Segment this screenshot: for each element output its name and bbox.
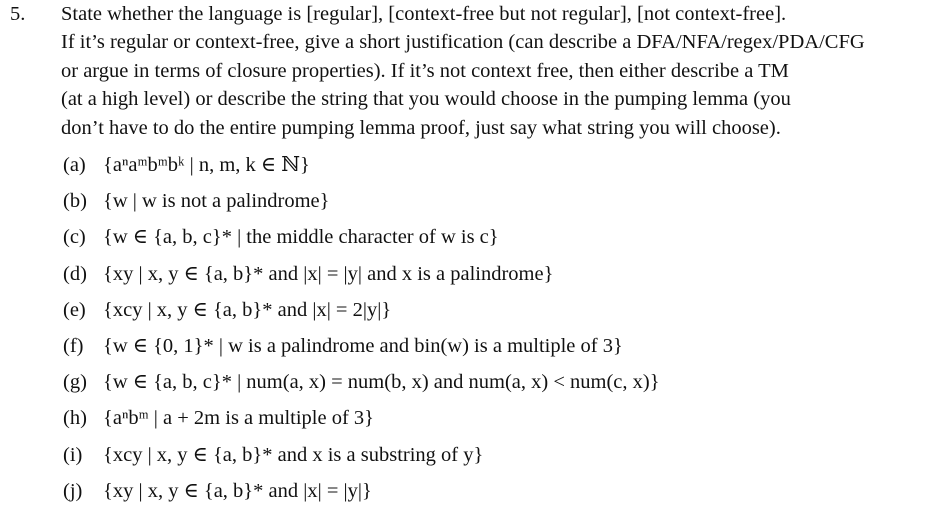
item-label: (a) [63, 154, 86, 176]
problem-number: 5. [10, 3, 26, 25]
item-label: (g) [63, 371, 87, 394]
list-item [63, 219, 903, 255]
item-label: (f) [63, 334, 84, 357]
list-item [63, 473, 903, 509]
item-language: {xy | x, y ∈ {a, b}* and |x| = |y|} [103, 479, 372, 502]
statement-line: or argue in terms of closure properties). If it’s not context free, then either describe a TM [61, 59, 789, 82]
item-label: (j) [63, 479, 83, 502]
problem-statement [61, 0, 922, 142]
item-language: {w ∈ {a, b, c}* | the middle character of w is c} [103, 226, 499, 249]
list-item [63, 437, 903, 473]
item-label: (c) [63, 226, 86, 249]
item-language: {w | w is not a palindrome} [103, 190, 330, 213]
statement-line: If it’s regular or context-free, give a short justification (can describe a DFA/NFA/regex/PDA/CFG [61, 31, 865, 54]
item-language: {xcy | x, y ∈ {a, b}* and x is a substring of y} [103, 443, 484, 466]
item-language: {w ∈ {a, b, c}* | num(a, x) = num(b, x) and num(a, x) < num(c, x)} [103, 371, 660, 394]
item-label: (b) [63, 190, 87, 213]
list-item [63, 364, 903, 400]
item-label: (h) [63, 407, 87, 430]
list-item [63, 292, 903, 328]
item-language: {xcy | x, y ∈ {a, b}* and |x| = 2|y|} [103, 298, 392, 321]
language-list [63, 147, 903, 509]
problem-header [10, 0, 922, 142]
item-language: {aⁿbᵐ | a + 2m is a multiple of 3} [103, 407, 375, 430]
list-item [63, 328, 903, 364]
list-item [63, 256, 903, 292]
statement-line: State whether the language is [regular], [context-free but not regular], [not context-free]. [61, 3, 787, 25]
statement-line: (at a high level) or describe the string that you would choose in the pumping lemma (you [61, 88, 791, 111]
problem-5 [10, 0, 922, 142]
item-label: (d) [63, 262, 87, 285]
item-language: {aⁿaᵐbᵐbᵏ | n, m, k ∈ ℕ} [103, 154, 310, 176]
item-language: {xy | x, y ∈ {a, b}* and |x| = |y| and x is a palindrome} [103, 262, 554, 285]
item-label: (i) [63, 443, 83, 466]
item-language: {w ∈ {0, 1}* | w is a palindrome and bin(w) is a multiple of 3} [103, 334, 623, 357]
list-item [63, 147, 903, 183]
list-item [63, 183, 903, 219]
item-label: (e) [63, 298, 86, 321]
statement-line: don’t have to do the entire pumping lemma proof, just say what string you will choose). [61, 116, 781, 139]
list-item [63, 400, 903, 436]
